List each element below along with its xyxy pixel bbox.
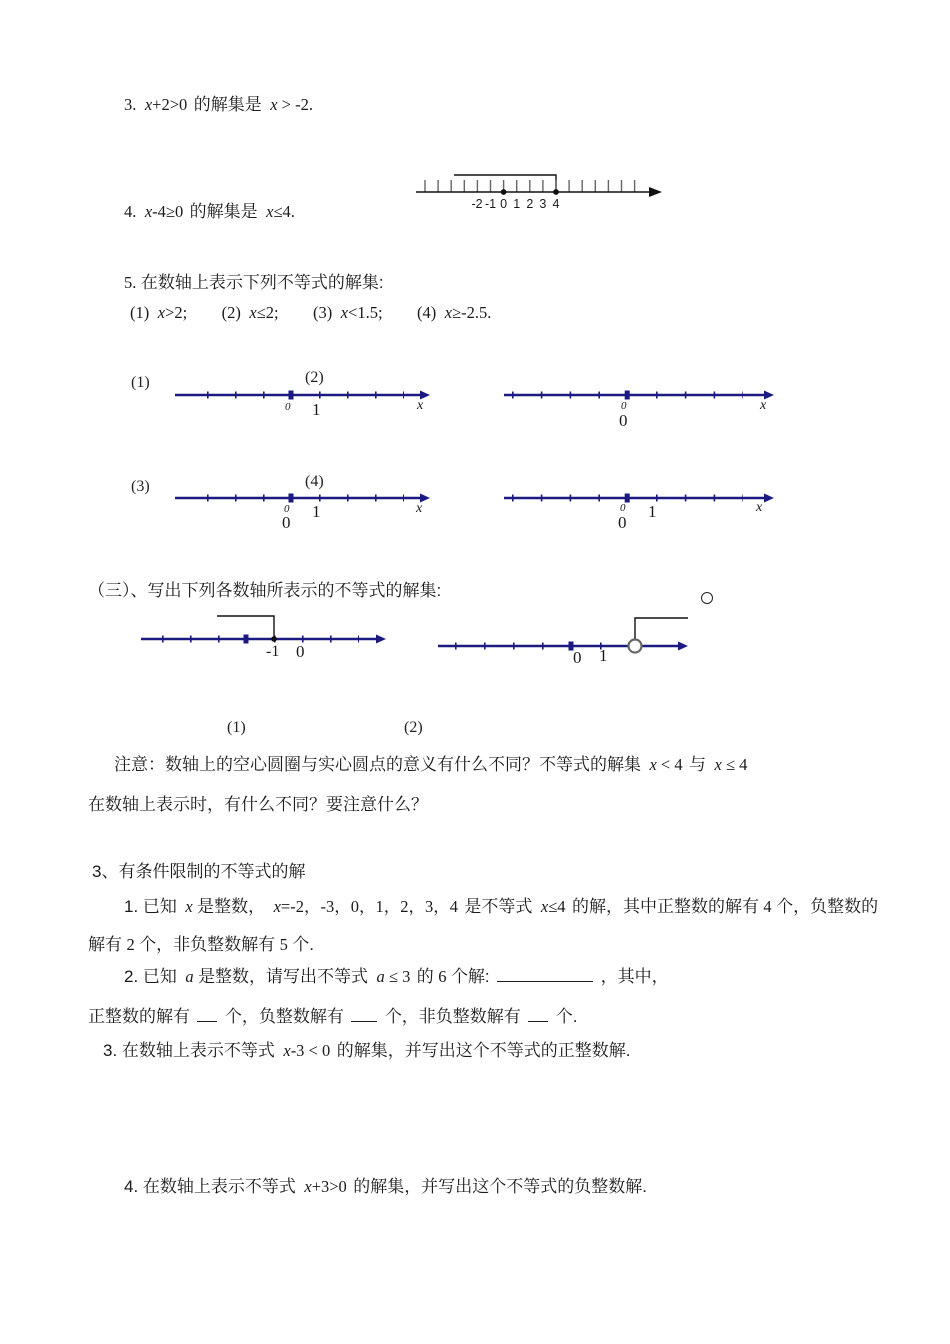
axis-arrow [764, 494, 774, 503]
q2-text: 2. 已知 [124, 967, 177, 986]
q2-text: 个解: [450, 967, 490, 986]
q2-line-1 [124, 962, 669, 987]
small-zero-label: 0 [621, 400, 627, 412]
math-expr: +3>0 [311, 1177, 347, 1196]
axis-x-label: x [756, 500, 763, 515]
q2-text: 是整数，请写出不等式 [198, 967, 369, 986]
tick-label: 0 [500, 197, 508, 211]
math-expr: ≤2; [256, 303, 279, 322]
zero-tick-bold [289, 391, 294, 400]
notice-text: 注意：数轴上的空心圆圈与实心圆点的意义有什么不同？不等式的解集 [114, 755, 641, 774]
q4-text: 4. 在数轴上表示不等式 [124, 1177, 296, 1196]
zero-tick-bold [289, 494, 294, 503]
axis-x-label: x [417, 398, 424, 413]
open-endpoint-circle [629, 640, 642, 653]
q1-text: 个. [292, 935, 315, 954]
problem-5-text: 在数轴上表示下列不等式的解集: [140, 273, 384, 292]
range-bracket [454, 175, 556, 192]
tick-label: -1 [484, 197, 497, 211]
math-var: x [185, 897, 193, 916]
section-3-heading: 3、有条件限制的不等式的解 [92, 862, 306, 881]
math-var: x [157, 303, 166, 322]
math-expr: ≤ 4 [721, 755, 748, 774]
q2-text: ，其中， [600, 967, 669, 986]
q1-text: 个，负整数的 [776, 897, 879, 916]
count-value: 4 [763, 897, 772, 916]
numberline-figure-b1 [138, 606, 398, 664]
math-var: x [340, 303, 349, 322]
problem-4-line [124, 197, 297, 222]
math-expr: -3 < 0 [290, 1041, 331, 1060]
math-expr: >2; [165, 303, 188, 322]
q3-text: 3. 在数轴上表示不等式 [103, 1041, 275, 1060]
math-answer: > -2. [277, 95, 313, 114]
q2-text: 个，非负整数解有 [384, 1007, 521, 1026]
axis-arrow [678, 642, 688, 651]
numberline-figure-4 [500, 481, 785, 536]
zero-label: 0 [282, 513, 291, 532]
small-zero-label: 0 [620, 502, 626, 514]
small-zero-label: 0 [284, 503, 290, 515]
neg-one-label: -1 [266, 643, 280, 660]
math-var: x [444, 303, 453, 322]
math-expr: < 4 [656, 755, 683, 774]
count-value: 5 [279, 935, 288, 954]
numberline-figure-b2 [435, 606, 705, 666]
math-sequence: =-2，-3，0，1，2，3，4 [280, 897, 458, 916]
math-var: x [283, 1041, 291, 1060]
axis-arrow [376, 635, 386, 644]
answer-blank [351, 1007, 377, 1022]
solid-endpoint-dot [271, 636, 277, 642]
math-var: x [540, 897, 549, 916]
axis-x-label: x [760, 398, 767, 413]
problem-4-text: 的解集是 [189, 202, 258, 221]
axis-arrow [649, 187, 662, 197]
math-var: x [304, 1177, 312, 1196]
answer-blank [528, 1007, 548, 1022]
tick-label: -2 [471, 197, 483, 211]
figure-2-caption: (2) [305, 369, 324, 386]
numberline-figure-2 [500, 378, 785, 433]
zero-tick-bold [625, 391, 630, 400]
math-expr: ≤ 3 [384, 967, 411, 986]
math-var: a [185, 967, 194, 986]
tick-label: 2 [526, 197, 534, 211]
answer-blank [497, 967, 593, 982]
solid-dot-four [553, 189, 559, 195]
count-value: 6 [438, 967, 447, 986]
q2-text: 正整数的解有 [88, 1007, 190, 1026]
q4-text: 的解集，并写出这个不等式的负整数解. [353, 1177, 647, 1196]
q1-text: 是整数， [197, 897, 266, 916]
axis-x-label: x [416, 501, 423, 516]
math-expr: ≤4 [548, 897, 566, 916]
q1-text: 的解，其中正整数的解有 [571, 897, 759, 916]
one-label: 1 [599, 646, 608, 665]
q1-line-2 [88, 930, 314, 955]
problem-3-number: 3. [124, 95, 137, 114]
one-label: 1 [312, 400, 321, 419]
item-number: (2) [221, 303, 241, 322]
q2-text: 个，负整数解有 [224, 1007, 344, 1026]
q3-line [103, 1036, 630, 1061]
numberline-figure-top [408, 166, 668, 216]
math-var: x [144, 202, 153, 221]
item-number: (3) [313, 303, 333, 322]
zero-label: 0 [573, 648, 582, 667]
figure-b2-caption: (2) [404, 719, 423, 736]
notice-line-2: 在数轴上表示时，有什么不同？要注意什么？ [88, 795, 428, 814]
q2-line-2 [88, 1002, 577, 1027]
q3-text: 的解集，并写出这个不等式的正整数解. [336, 1041, 631, 1060]
zero-label: 0 [619, 411, 628, 430]
count-value: 2 [126, 935, 135, 954]
math-var: x [270, 95, 278, 114]
math-expr: -4≥0 [152, 202, 184, 221]
stray-open-circle-icon [701, 592, 713, 604]
math-var: x [273, 897, 281, 916]
one-label: 1 [312, 502, 321, 521]
figure-3-caption: (3) [131, 478, 150, 495]
problem-5-line [124, 268, 384, 293]
item-number: (4) [417, 303, 437, 322]
math-expr: +2>0 [152, 95, 188, 114]
section-three-heading: （三）、写出下列各数轴所表示的不等式的解集: [88, 581, 442, 600]
figure-1-caption: (1) [131, 374, 150, 391]
q2-text: 的 [416, 967, 434, 986]
figure-b1-caption: (1) [227, 719, 246, 736]
tick-label: 1 [513, 197, 521, 211]
zero-label: 0 [618, 513, 627, 532]
math-expr: ≥-2.5. [452, 303, 492, 322]
problem-4-number: 4. [124, 202, 137, 221]
math-var: x [714, 755, 722, 774]
range-bracket [635, 618, 688, 639]
problem-3-line [124, 90, 315, 115]
notice-line-1 [114, 750, 749, 775]
range-bracket [217, 616, 274, 637]
math-var: a [376, 967, 385, 986]
math-var: x [144, 95, 153, 114]
problem-5-number: 5. [124, 273, 137, 292]
small-zero-label: 0 [285, 401, 291, 413]
answer-blank [197, 1007, 217, 1022]
zero-label: 0 [296, 642, 305, 661]
figure-4-caption: (4) [305, 473, 324, 490]
q1-text: 是不等式 [464, 897, 533, 916]
math-var: x [266, 202, 274, 221]
math-var: x [249, 303, 257, 322]
q2-text: 个. [555, 1007, 578, 1026]
q4-line [124, 1172, 647, 1197]
bold-tick [244, 635, 249, 644]
math-var: x [649, 755, 657, 774]
one-label: 1 [648, 502, 657, 521]
tick-label: 4 [552, 197, 560, 211]
solid-dot-zero [501, 189, 507, 195]
q1-line-1 [124, 892, 878, 917]
problem-3-text: 的解集是 [193, 95, 262, 114]
problem-5-sublist [130, 303, 493, 323]
math-answer: ≤4. [273, 202, 295, 221]
item-number: (1) [130, 303, 150, 322]
notice-text: 与 [689, 755, 707, 774]
q1-text: 个，非负整数解有 [139, 935, 276, 954]
q1-text: 解有 [88, 935, 122, 954]
math-expr: <1.5; [348, 303, 383, 322]
numberline-figure-1 [170, 378, 440, 423]
q1-text: 1. 已知 [124, 897, 177, 916]
numberline-figure-3 [170, 481, 440, 536]
tick-label: 3 [539, 197, 547, 211]
